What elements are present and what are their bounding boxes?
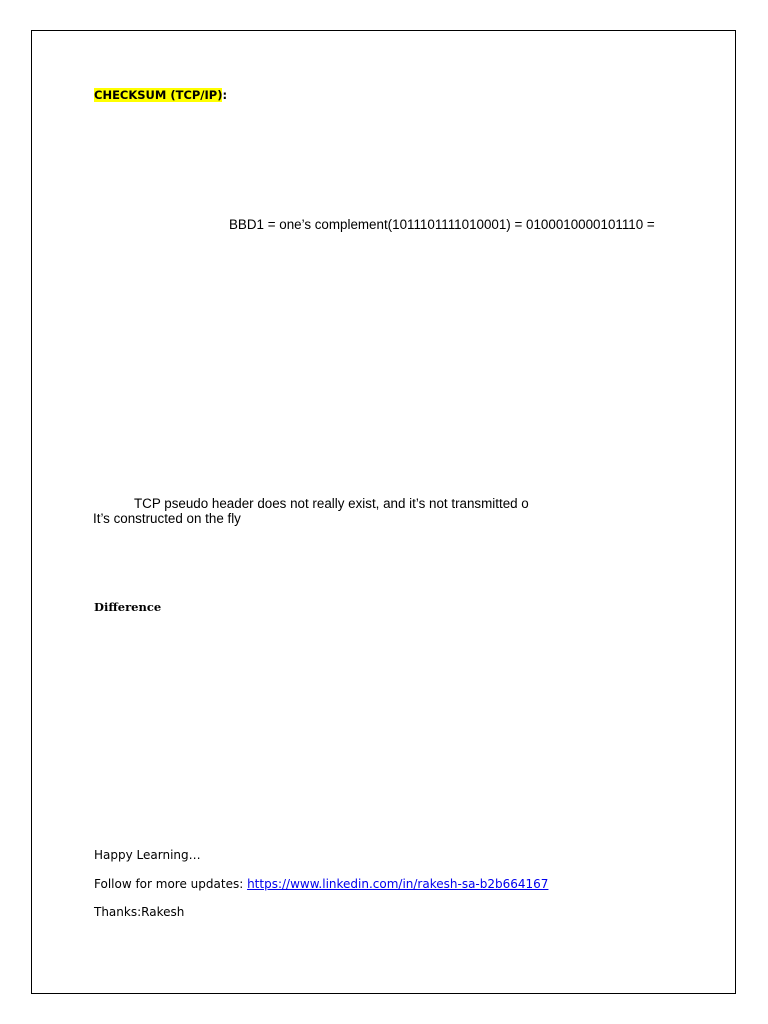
pseudo-header-text-line2: It’s constructed on the fly (93, 511, 241, 526)
linkedin-link[interactable]: https://www.linkedin.com/in/rakesh-sa-b2b664167 (247, 877, 549, 891)
thanks-signature: Thanks:Rakesh (94, 905, 185, 919)
follow-label: Follow for more updates: (94, 877, 248, 891)
checksum-formula: BBD1 = one’s complement(1011101111010001) = 0100010000101110 = (229, 217, 655, 232)
follow-line (94, 877, 548, 891)
page-title (94, 88, 227, 102)
title-colon: : (222, 88, 228, 102)
highlighted-title: CHECKSUM (TCP/IP) (94, 88, 223, 102)
document-page (31, 30, 736, 994)
difference-heading: Difference (94, 600, 162, 614)
pseudo-header-text-line1: TCP pseudo header does not really exist, and it’s not transmitted o (134, 496, 529, 511)
happy-learning-text: Happy Learning… (94, 848, 201, 862)
